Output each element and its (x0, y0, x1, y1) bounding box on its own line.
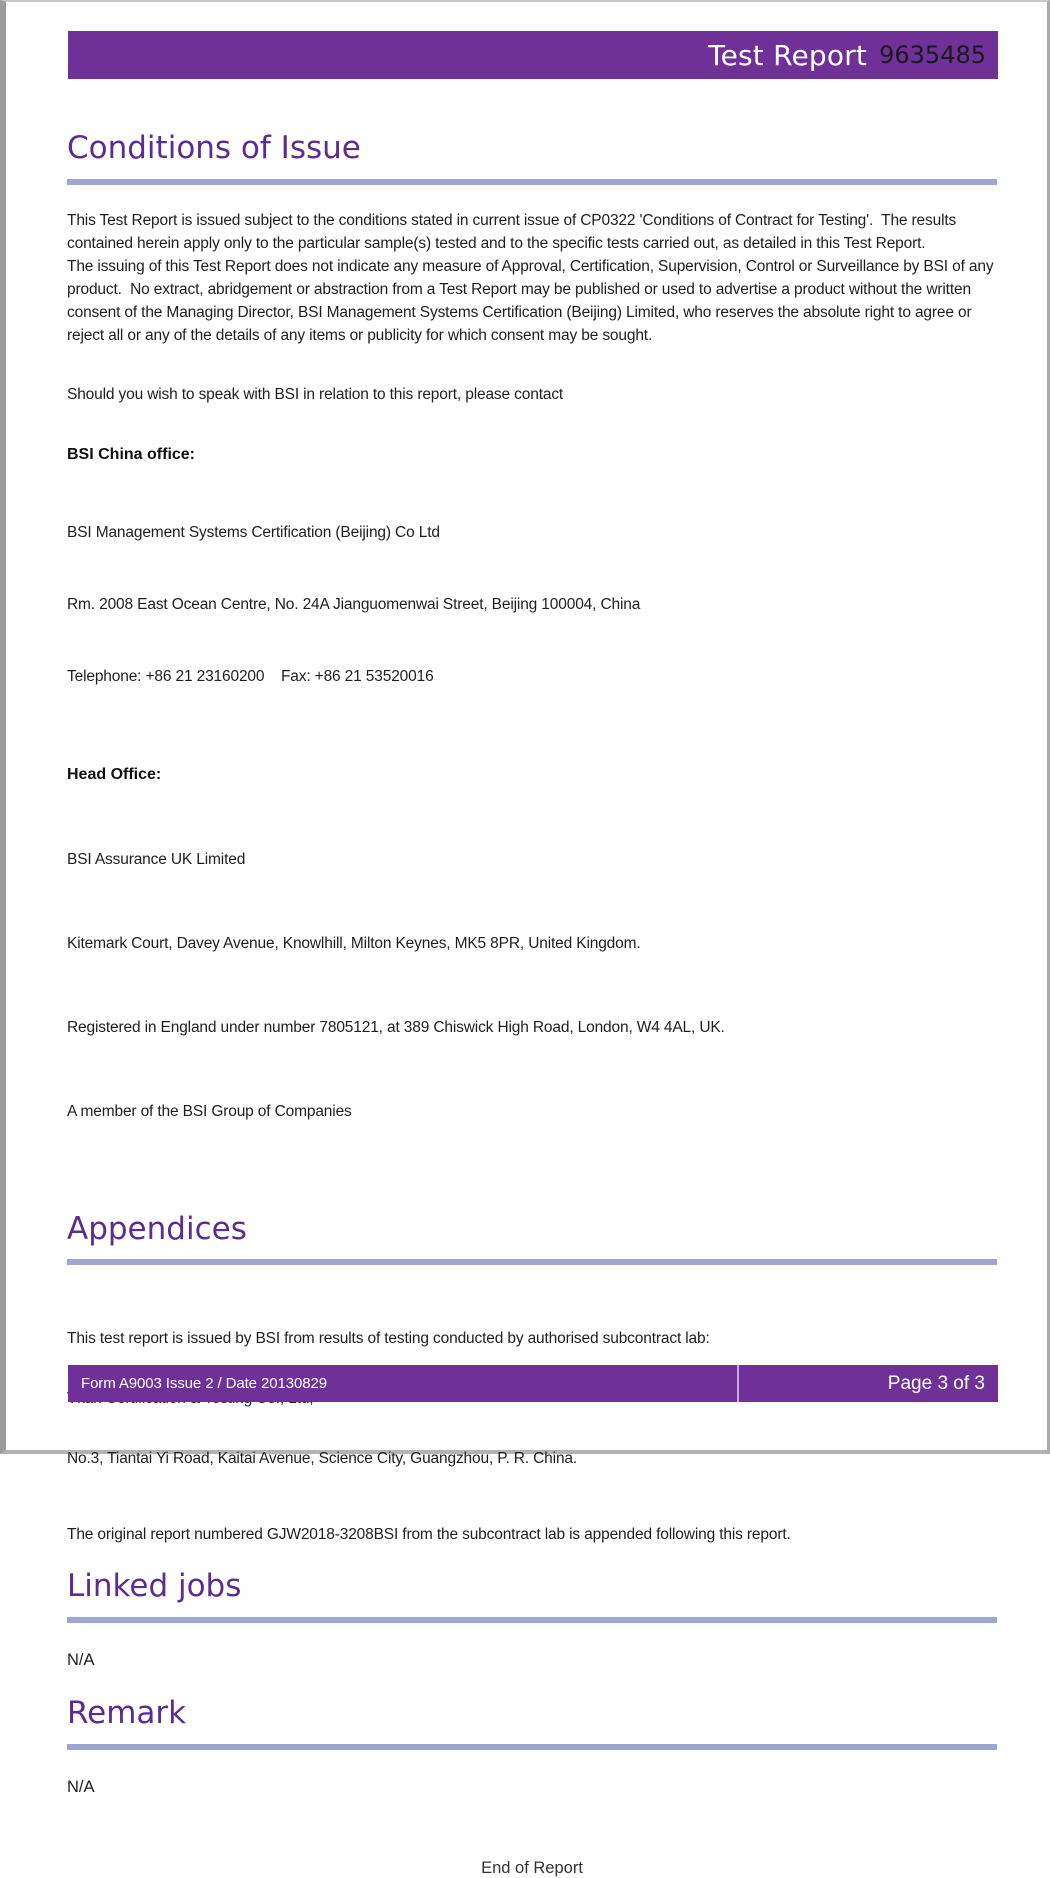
footer-page-number: Page 3 of 3 (887, 1372, 985, 1394)
report-number: 9635485 (879, 41, 986, 69)
remark-value: N/A (67, 1777, 95, 1796)
head-office-line: A member of the BSI Group of Companies (67, 1102, 352, 1120)
head-office-label: Head Office: (67, 765, 162, 783)
report-content (6, 131, 1047, 1878)
section-divider (67, 1259, 997, 1265)
conditions-paragraph-2: The issuing of this Test Report does not indicate any measure of Approval, Certification, Supervision, Control or Surveillance by BSI of any product. No extract, abridgement or abstraction from a Test Report may be published or used to advertise a product without the written consent of the Managing Director, BSI Management Systems Certification (Beijing) Limited, who reserves the absolute right to agree or reject all or any of the details of any items or publicity for which consent may be sought. (67, 257, 998, 344)
remark-heading: Remark (67, 1694, 187, 1731)
conditions-paragraph-1: This Test Report is issued subject to the conditions stated in current issue of CP0322 'Conditions of Contract for Testing'. The results contained herein apply only to the particular sample(s) tested and to the specific tests carried out, as detailed in this Test Report. (67, 211, 961, 252)
china-office-line: Rm. 2008 East Ocean Centre, No. 24A Jianguomenwai Street, Beijing 100004, China (67, 595, 641, 613)
appendices-line: No.3, Tiantai Yi Road, Kaitai Avenue, Science City, Guangzhou, P. R. China. (67, 1450, 578, 1468)
section-divider (67, 1617, 997, 1623)
appendices-heading: Appendices (67, 1210, 247, 1247)
china-office-block (67, 473, 997, 737)
end-of-report-text: End of Report (481, 1858, 583, 1877)
section-divider (67, 1744, 997, 1750)
head-office-line: Registered in England under number 7805121, at 389 Chiswick High Road, London, W4 4AL, UK. (67, 1018, 725, 1036)
china-office-line: BSI Management Systems Certification (Beijing) Co Ltd (67, 523, 440, 541)
report-header-bar (68, 31, 998, 79)
china-office-label: BSI China office: (67, 445, 196, 463)
appendices-line: This test report is issued by BSI from results of testing conducted by authorised subcontract lab: (67, 1330, 710, 1348)
report-footer-bar (68, 1365, 998, 1402)
report-title: Test Report (708, 38, 868, 72)
section-divider (67, 179, 997, 185)
conditions-of-issue-heading: Conditions of Issue (67, 130, 361, 166)
appendices-note: The original report numbered GJW2018-3208BSI from the subcontract lab is appended following this report. (67, 1526, 791, 1544)
linked-jobs-heading: Linked jobs (67, 1568, 242, 1605)
head-office-block (67, 790, 997, 1182)
footer-form-info: Form A9003 Issue 2 / Date 20130829 (81, 1375, 327, 1392)
head-office-line: Kitemark Court, Davey Avenue, Knowlhill, Milton Keynes, MK5 8PR, United Kingdom. (67, 934, 641, 952)
head-office-line: BSI Assurance UK Limited (67, 850, 246, 868)
contact-intro: Should you wish to speak with BSI in relation to this report, please contact (67, 385, 564, 403)
china-office-line: Telephone: +86 21 23160200 Fax: +86 21 53520016 (67, 667, 434, 685)
linked-jobs-value: N/A (67, 1650, 95, 1669)
